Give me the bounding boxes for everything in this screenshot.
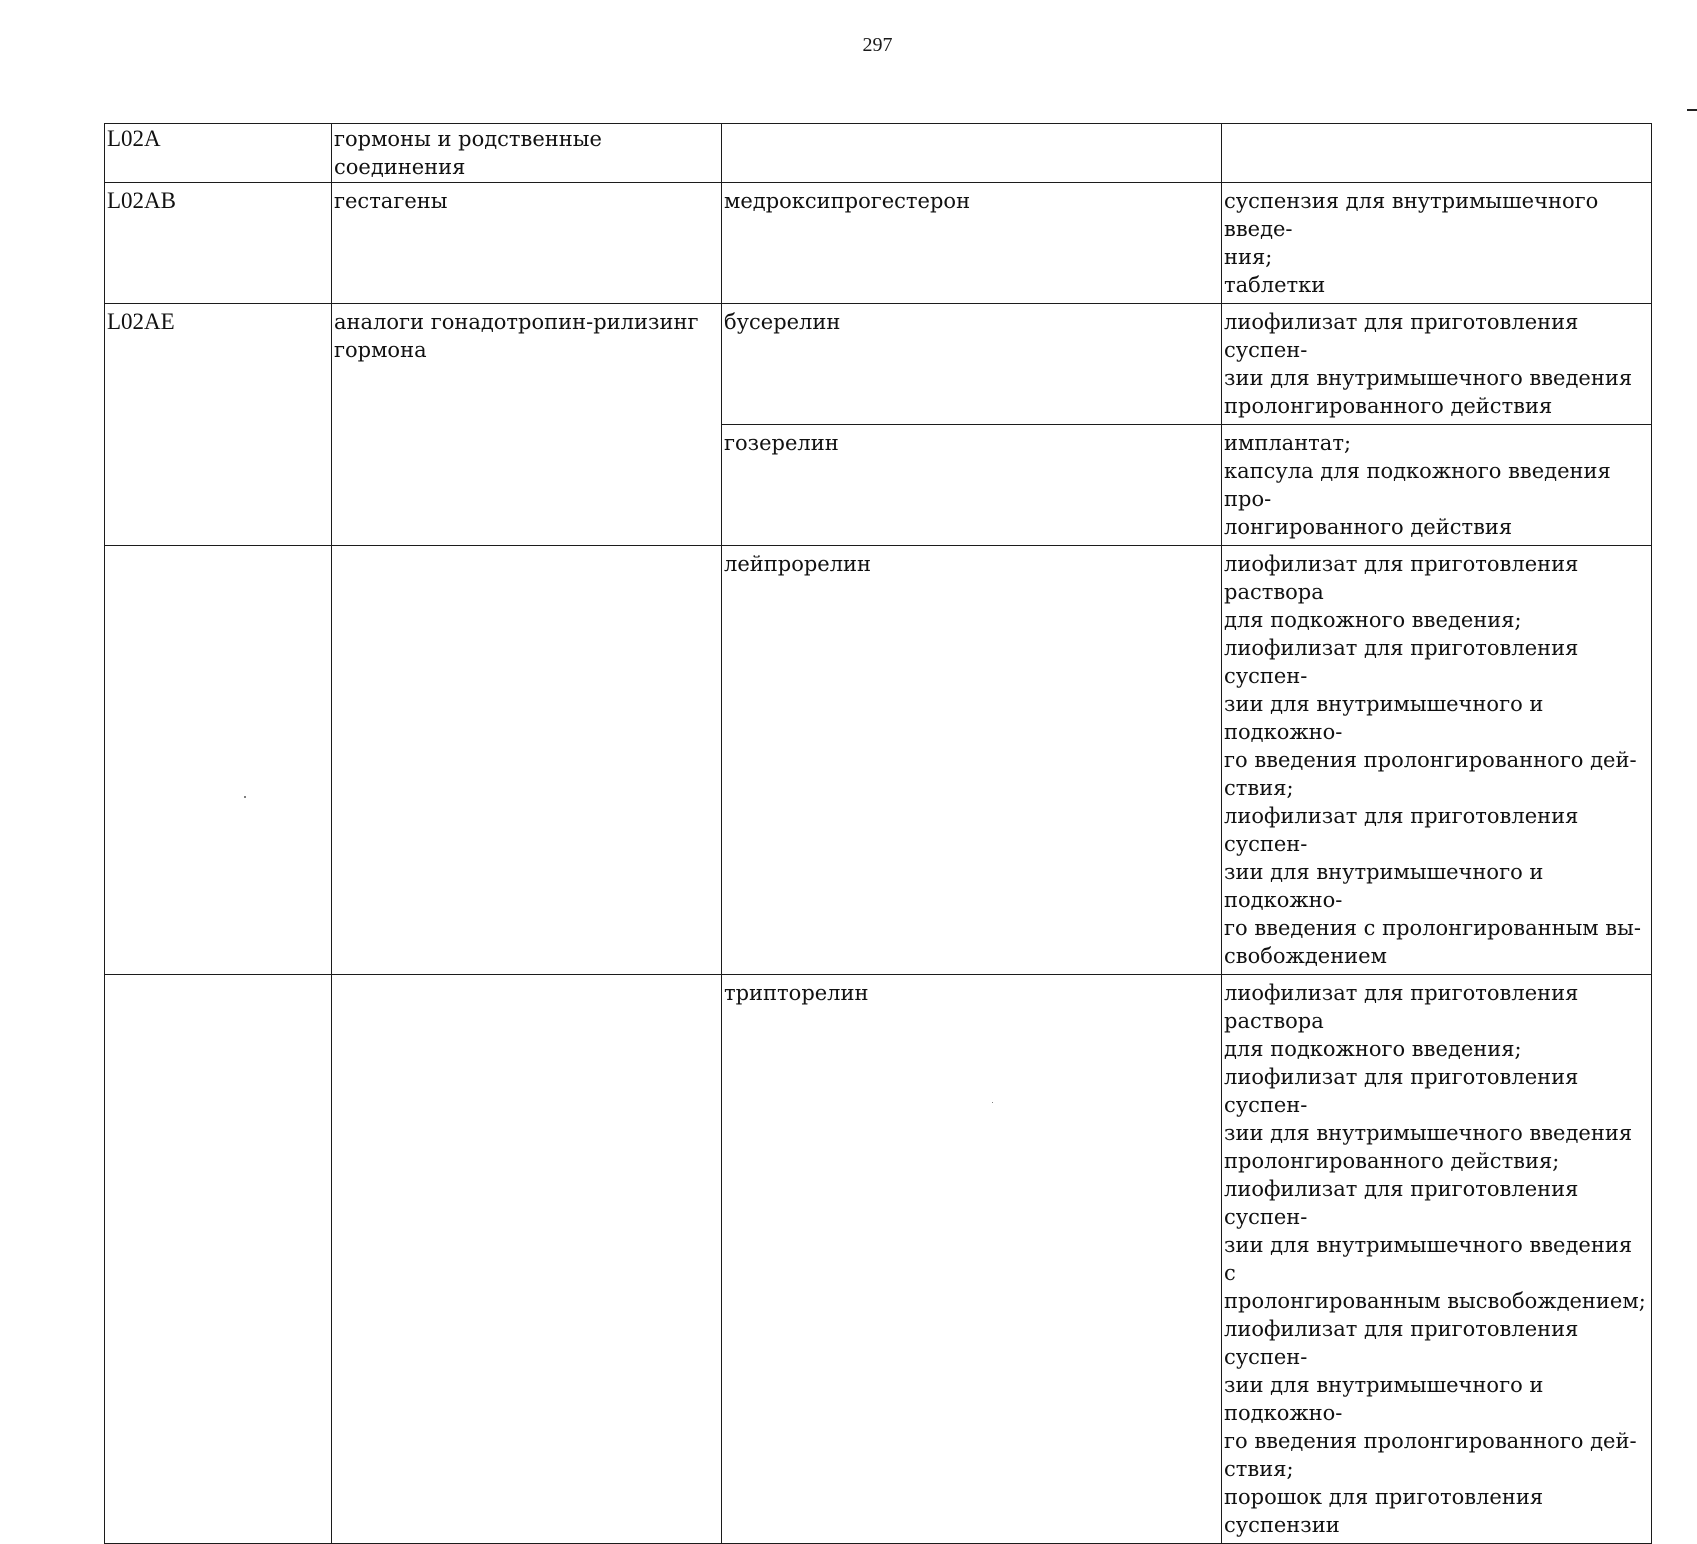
table-row — [105, 183, 1652, 304]
drug-name-cell: трипторелин — [722, 975, 1222, 1544]
dosage-form-cell: лиофилизат для приготовления раствора для подкожного введения; лиофилизат для приготовления суспен- зии для внутримышечного введения пролонгированного действия; лиофилизат для приготовления суспен- зии для внутримышечного введения с пролонгированным высвобождением; лиофилизат для приготовления суспен- зии для внутримышечного и подкожно- го введения пролонгированного дей- ствия; порошок для приготовления суспензии — [1222, 975, 1652, 1544]
drug-table — [104, 123, 1652, 1544]
group-cell — [332, 546, 722, 975]
table-row — [105, 304, 1652, 425]
group-cell: аналоги гонадотропин-рилизинг гормона — [332, 304, 722, 546]
dosage-form-cell: имплантат; капсула для подкожного введения про- лонгированного действия — [1222, 425, 1652, 546]
drug-name-cell: бусерелин — [722, 304, 1222, 425]
dosage-form-cell: лиофилизат для приготовления суспен- зии для внутримышечного введения пролонгированного действия — [1222, 304, 1652, 425]
page-number: 297 — [862, 34, 893, 56]
atc-code-cell — [105, 975, 332, 1544]
edge-mark — [1687, 109, 1697, 111]
drug-name-cell — [722, 124, 1222, 183]
drug-name-cell: гозерелин — [722, 425, 1222, 546]
group-cell — [332, 975, 722, 1544]
table-row — [105, 124, 1652, 183]
group-cell: гормоны и родственные соединения — [332, 124, 722, 183]
dosage-form-cell — [1222, 124, 1652, 183]
drug-name-cell: лейпрорелин — [722, 546, 1222, 975]
atc-code-cell: L02A — [105, 124, 332, 183]
table-row — [105, 975, 1652, 1544]
drug-name-cell: медроксипрогестерон — [722, 183, 1222, 304]
dosage-form-cell: суспензия для внутримышечного введе- ния; таблетки — [1222, 183, 1652, 304]
atc-code-cell: L02AB — [105, 183, 332, 304]
atc-code-cell — [105, 546, 332, 975]
atc-code-cell: L02AE — [105, 304, 332, 546]
dosage-form-cell: лиофилизат для приготовления раствора для подкожного введения; лиофилизат для приготовления суспен- зии для внутримышечного и подкожно- го введения пролонгированного дей- ствия; лиофилизат для приготовления суспен- зии для внутримышечного и подкожно- го введения с пролонгированным вы- свобождением — [1222, 546, 1652, 975]
table-row — [105, 546, 1652, 975]
group-cell: гестагены — [332, 183, 722, 304]
